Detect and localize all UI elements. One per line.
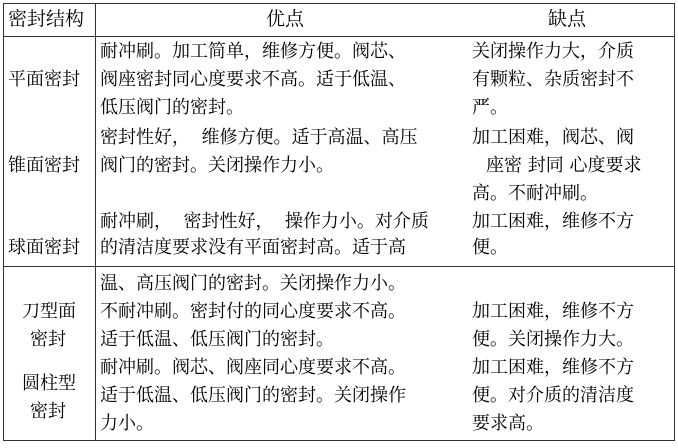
row-name: 密封 — [30, 401, 66, 422]
advantage-line: 适于低温、低压阀门的密封。 — [100, 329, 334, 350]
disadvantage-line: 关闭操作力大，介质 — [472, 41, 634, 62]
row-name: 圆柱型 — [22, 373, 76, 394]
disadvantage-line: 便。 — [472, 237, 508, 258]
disadvantage-line: 加工困难，维修不方 — [472, 357, 634, 378]
disadvantage-line: 要求高。 — [472, 413, 544, 434]
table-right-border — [674, 3, 675, 441]
advantage-line: 阀门的密封。关闭操作力小。 — [100, 155, 334, 176]
header-structure: 密封结构 — [8, 8, 85, 30]
advantage-line: 适于低温、低压阀门的密封。关闭操作 — [100, 385, 406, 406]
header-divider — [3, 36, 675, 37]
row-name: 刀型面 — [22, 301, 76, 322]
header-advantages: 优点 — [266, 8, 305, 30]
table-bottom-border — [3, 440, 675, 441]
disadvantage-line: 严。 — [472, 97, 508, 118]
disadvantage-line: 有颗粒、杂质密封不 — [472, 69, 634, 90]
row-name: 密封 — [30, 329, 66, 350]
advantage-line: 力小。 — [100, 413, 154, 434]
row-divider — [3, 266, 675, 267]
advantage-line: 耐冲刷。加工简单，维修方便。阀芯、 — [100, 41, 406, 62]
advantage-line: 不耐冲刷。密封付的同心度要求不高。 — [100, 301, 406, 322]
row-name: 平面密封 — [8, 69, 80, 90]
disadvantage-line: 加工困难，维修不方 — [472, 301, 634, 322]
disadvantage-line: 加工困难，阀芯、阀 — [472, 127, 634, 148]
advantage-line: 温、高压阀门的密封。关闭操作力小。 — [100, 273, 406, 294]
column-divider — [95, 3, 96, 441]
advantage-line: 耐冲刷， 密封性好， 操作力小。对介质 — [100, 211, 429, 232]
advantage-line: 的清洁度要求没有平面密封高。适于高 — [100, 237, 406, 258]
disadvantage-line: 高。不耐冲刷。 — [472, 183, 598, 204]
disadvantage-line: 加工困难，维修不方 — [472, 211, 634, 232]
disadvantage-line: 座密 封同 心度要求 — [486, 155, 642, 176]
advantage-line: 密封性好， 维修方便。适于高温、高压 — [100, 127, 418, 148]
header-disadvantages: 缺点 — [548, 8, 587, 30]
disadvantage-line: 便。对介质的清洁度 — [472, 385, 634, 406]
advantage-line: 阀座密封同心度要求不高。适于低温、 — [100, 69, 406, 90]
table-left-border — [3, 3, 4, 441]
disadvantage-line: 便。关闭操作力大。 — [472, 329, 634, 350]
table-top-border — [3, 3, 675, 4]
advantage-line: 耐冲刷。阀芯、阀座同心度要求不高。 — [100, 357, 406, 378]
row-name: 锥面密封 — [8, 155, 80, 176]
row-name: 球面密封 — [8, 237, 80, 258]
advantage-line: 低压阀门的密封。 — [100, 97, 244, 118]
